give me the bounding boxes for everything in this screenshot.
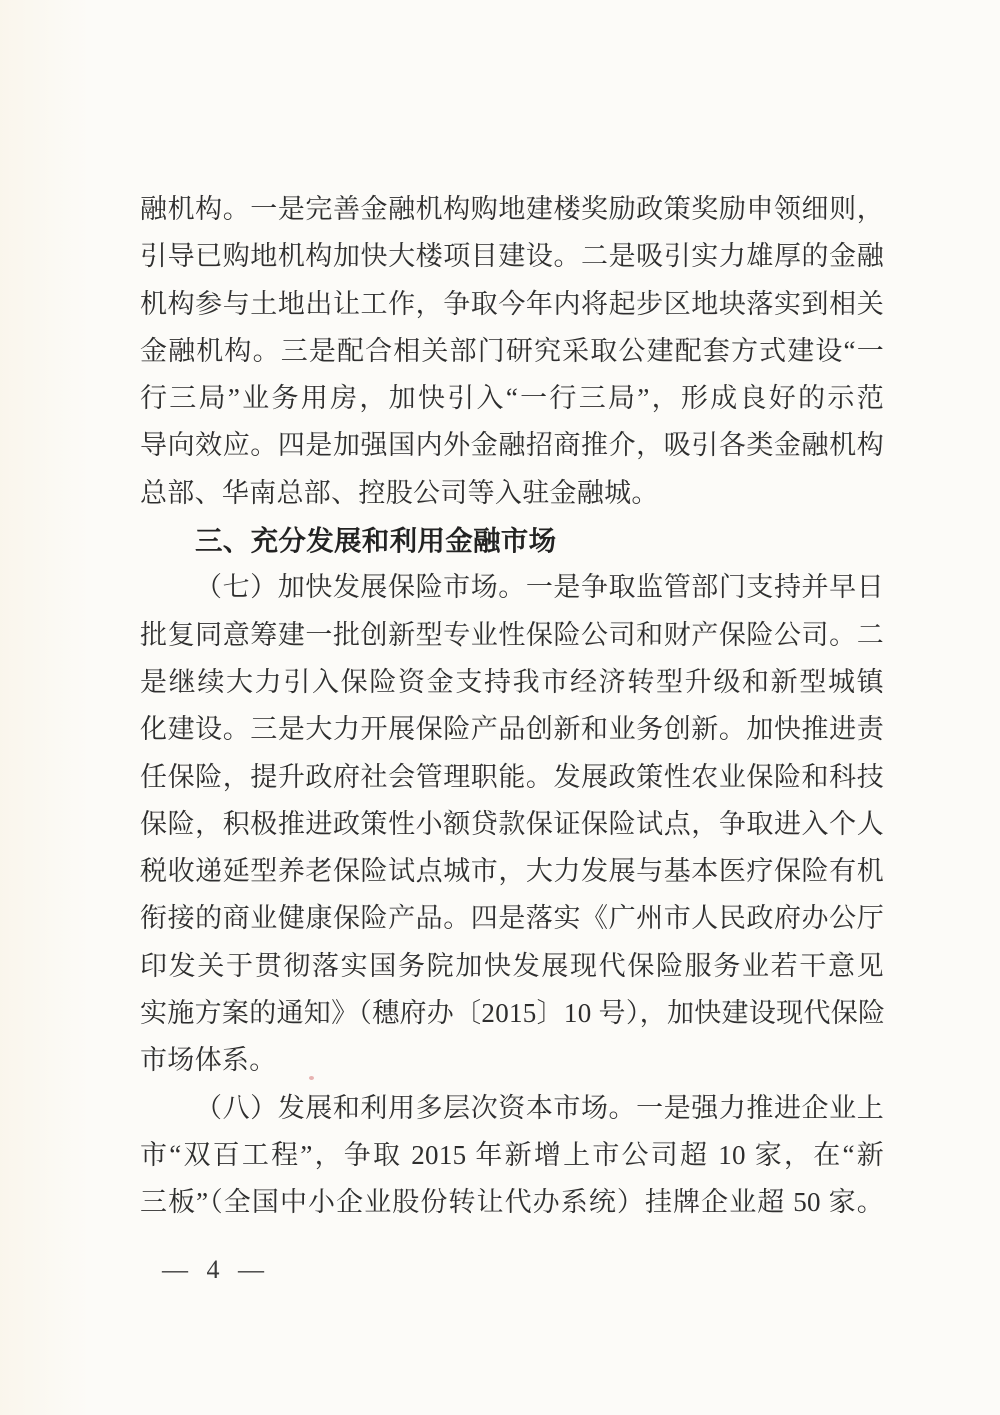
text-line: 印发关于贯彻落实国务院加快发展现代保险服务业若干意见: [140, 950, 884, 981]
text-line: 批复同意筹建一批创新型专业性保险公司和财产保险公司。二: [140, 619, 884, 650]
text-line: 行三局”业务用房，加快引入“一行三局”，形成良好的示范: [140, 383, 884, 414]
section-heading: 三、充分发展和利用金融市场: [195, 525, 557, 557]
text-line: 引导已购地机构加快大楼项目建设。二是吸引实力雄厚的金融: [140, 241, 884, 272]
text-line: 导向效应。四是加强国内外金融招商推介，吸引各类金融机构: [140, 430, 884, 461]
text-line: 化建设。三是大力开展保险产品创新和业务创新。加快推进责: [140, 714, 884, 745]
text-line: 总部、华南总部、控股公司等入驻金融城。: [140, 477, 659, 508]
text-line: 市“双百工程”，争取 2015 年新增上市公司超 10 家，在“新: [140, 1139, 884, 1170]
document-body: [140, 186, 884, 1227]
paragraph-start: （七）加快发展保险市场。一是争取监管部门支持并早日: [195, 572, 884, 603]
text-line: 是继续大力引入保险资金支持我市经济转型升级和新型城镇: [140, 666, 884, 697]
text-line: 三板”（全国中小企业股份转让代办系统）挂牌企业超 50 家。: [140, 1187, 884, 1218]
text-line: 实施方案的通知》（穗府办〔2015〕10 号），加快建设现代保险: [140, 998, 886, 1029]
text-line: 保险，积极推进政策性小额贷款保证保险试点，争取进入个人: [140, 808, 884, 839]
text-line: 市场体系。: [140, 1045, 277, 1076]
text-line: 融机构。一是完善金融机构购地建楼奖励政策奖励申领细则，: [140, 194, 884, 224]
text-line: 任保险，提升政府社会管理职能。发展政策性农业保险和科技: [140, 761, 884, 792]
paragraph-start: （八）发展和利用多层次资本市场。一是强力推进企业上: [195, 1092, 884, 1123]
text-line: 衔接的商业健康保险产品。四是落实《广州市人民政府办公厅: [140, 903, 884, 934]
text-line: 税收递延型养老保险试点城市，大力发展与基本医疗保险有机: [140, 856, 884, 887]
scan-artifact: [309, 1076, 314, 1080]
text-line: 机构参与土地出让工作，争取今年内将起步区地块落实到相关: [140, 288, 884, 319]
text-line: 金融机构。三是配合相关部门研究采取公建配套方式建设“一: [140, 335, 884, 366]
page-number: — 4 —: [162, 1255, 270, 1284]
scan-edge-shading: [0, 0, 90, 1415]
